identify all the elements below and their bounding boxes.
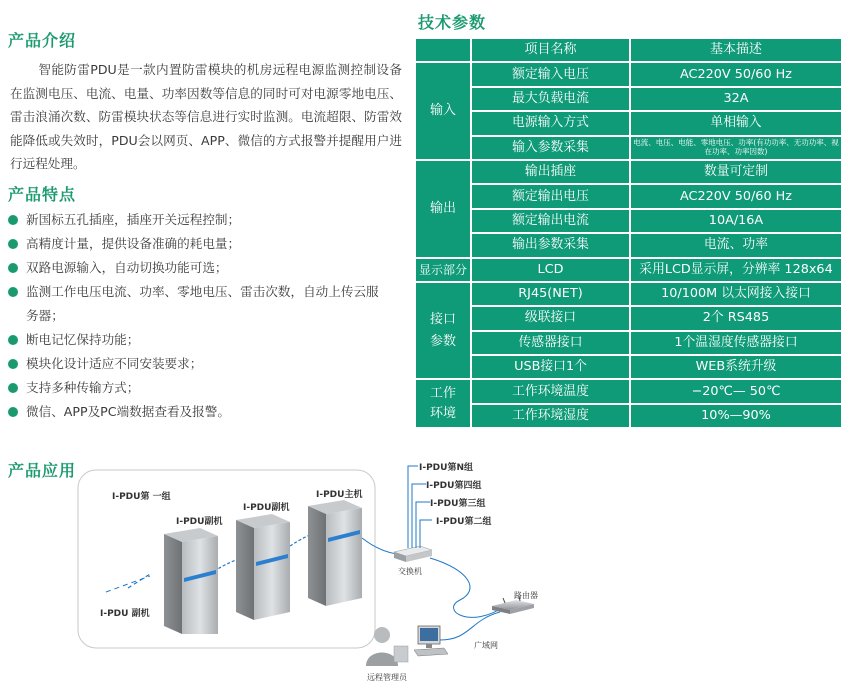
table-row: 显示部分 LCD 采用LCD显示屏，分辨率 128x64 xyxy=(416,259,841,281)
feature-item: 断电记忆保持功能； xyxy=(8,328,388,352)
switch-device xyxy=(394,546,432,562)
bullet-icon xyxy=(8,215,18,225)
slave-bottom-label: I-PDU 副机 xyxy=(100,609,150,619)
feature-list xyxy=(8,208,388,424)
header-cell: 基本描述 xyxy=(631,39,841,61)
router-label: 路由器 xyxy=(514,591,538,600)
application-heading: 产品应用 xyxy=(8,461,77,480)
intro-text: 智能防雷PDU是一款内置防雷模块的机房远程电源监测控制设备在监测电压、电流、电量、功率因数等信息的同时可对电源零地电压、雷击浪涌次数、防雷模块状态等信息进行实时监测。电流超限、防雷效能降低或失效时，PDU会以网页、APP、微信的方式报警并提醒用户进行远程处理。 xyxy=(10,62,402,172)
group-n-label: I-PDU第N组 xyxy=(419,463,473,473)
switch-label: 交换机 xyxy=(398,567,422,576)
group-cell-output: 输出 xyxy=(416,161,470,257)
group-4-label: I-PDU第四组 xyxy=(426,481,482,491)
intro-paragraph xyxy=(10,58,402,176)
wan-label: 广域网 xyxy=(474,641,498,650)
table-row: 输出 输出插座 数量可定制 xyxy=(416,161,841,183)
feature-item: 微信、APP及PC端数据查看及报警。 xyxy=(8,400,388,424)
feature-item: 监测工作电压电流、功率、零地电压、雷击次数，自动上传云服务器； xyxy=(8,280,388,328)
cabinet-slave-2 xyxy=(236,514,290,620)
bullet-icon xyxy=(8,287,18,297)
table-row: 额定输出电流 10A/16A xyxy=(416,210,841,232)
master-label: I-PDU主机 xyxy=(316,490,363,500)
network-link xyxy=(412,484,426,548)
feature-item: 支持多种传输方式； xyxy=(8,376,388,400)
table-row: USB接口1个 WEB系统升级 xyxy=(416,356,841,378)
slave-1-label: I-PDU副机 xyxy=(176,517,223,527)
bullet-icon xyxy=(8,239,18,249)
table-row: 接口参数 RJ45(NET) 10/100M 以太网接入接口 xyxy=(416,283,841,305)
table-row: 工作环境 工作环境温度 −20℃— 50℃ xyxy=(416,380,841,402)
network-link xyxy=(416,502,430,548)
group-3-label: I-PDU第三组 xyxy=(430,499,486,509)
table-row: 电源输入方式 单相输入 xyxy=(416,112,841,134)
bullet-icon xyxy=(8,359,18,369)
bullet-icon xyxy=(8,407,18,417)
bullet-icon xyxy=(8,335,18,345)
spec-table xyxy=(414,37,843,429)
group-cell-input: 输入 xyxy=(416,63,470,159)
table-row: 传感器接口 1个温湿度传感器接口 xyxy=(416,332,841,354)
table-row: 输入 额定输入电压 AC220V 50/60 Hz xyxy=(416,63,841,85)
header-cell: 项目名称 xyxy=(472,39,629,61)
table-row: 最大负载电流 32A xyxy=(416,88,841,110)
network-diagram xyxy=(0,440,851,699)
pc-icon xyxy=(414,626,448,656)
table-row: 输出参数采集 电流、功率 xyxy=(416,234,841,256)
network-link xyxy=(420,520,432,548)
group-title-label: I-PDU第 一组 xyxy=(112,492,171,502)
table-row: 工作环境湿度 10%—90% xyxy=(416,405,841,427)
admin-label: 远程管理员 xyxy=(367,673,407,682)
feature-item: 模块化设计适应不同安装要求； xyxy=(8,352,388,376)
group-cell-interface: 接口参数 xyxy=(416,283,470,379)
feature-item: 高精度计量，提供设备准确的耗电量； xyxy=(8,232,388,256)
bullet-icon xyxy=(8,383,18,393)
table-row: 级联接口 2个 RS485 xyxy=(416,307,841,329)
slave-2-label: I-PDU副机 xyxy=(243,503,290,513)
group-2-label: I-PDU第二组 xyxy=(436,517,492,527)
specs-heading: 技术参数 xyxy=(418,13,487,32)
feature-item: 双路电源输入，自动切换功能可选； xyxy=(8,256,388,280)
network-link xyxy=(440,612,500,640)
cabinet-slave-1 xyxy=(164,528,218,634)
bullet-icon xyxy=(8,263,18,273)
intro-heading: 产品介绍 xyxy=(8,31,77,50)
group-cell-environment: 工作环境 xyxy=(416,380,470,427)
table-row: 额定输出电压 AC220V 50/60 Hz xyxy=(416,185,841,207)
feature-item: 新国标五孔插座，插座开关远程控制； xyxy=(8,208,388,232)
features-heading: 产品特点 xyxy=(8,185,77,204)
group-cell-display: 显示部分 xyxy=(416,259,470,281)
table-row: 输入参数采集 电流、电压、电能、零地电压、功率(有功功率、无功功率、视在功率、功率因数) xyxy=(416,137,841,159)
table-header-row xyxy=(416,39,841,61)
cabinet-master xyxy=(308,500,362,606)
